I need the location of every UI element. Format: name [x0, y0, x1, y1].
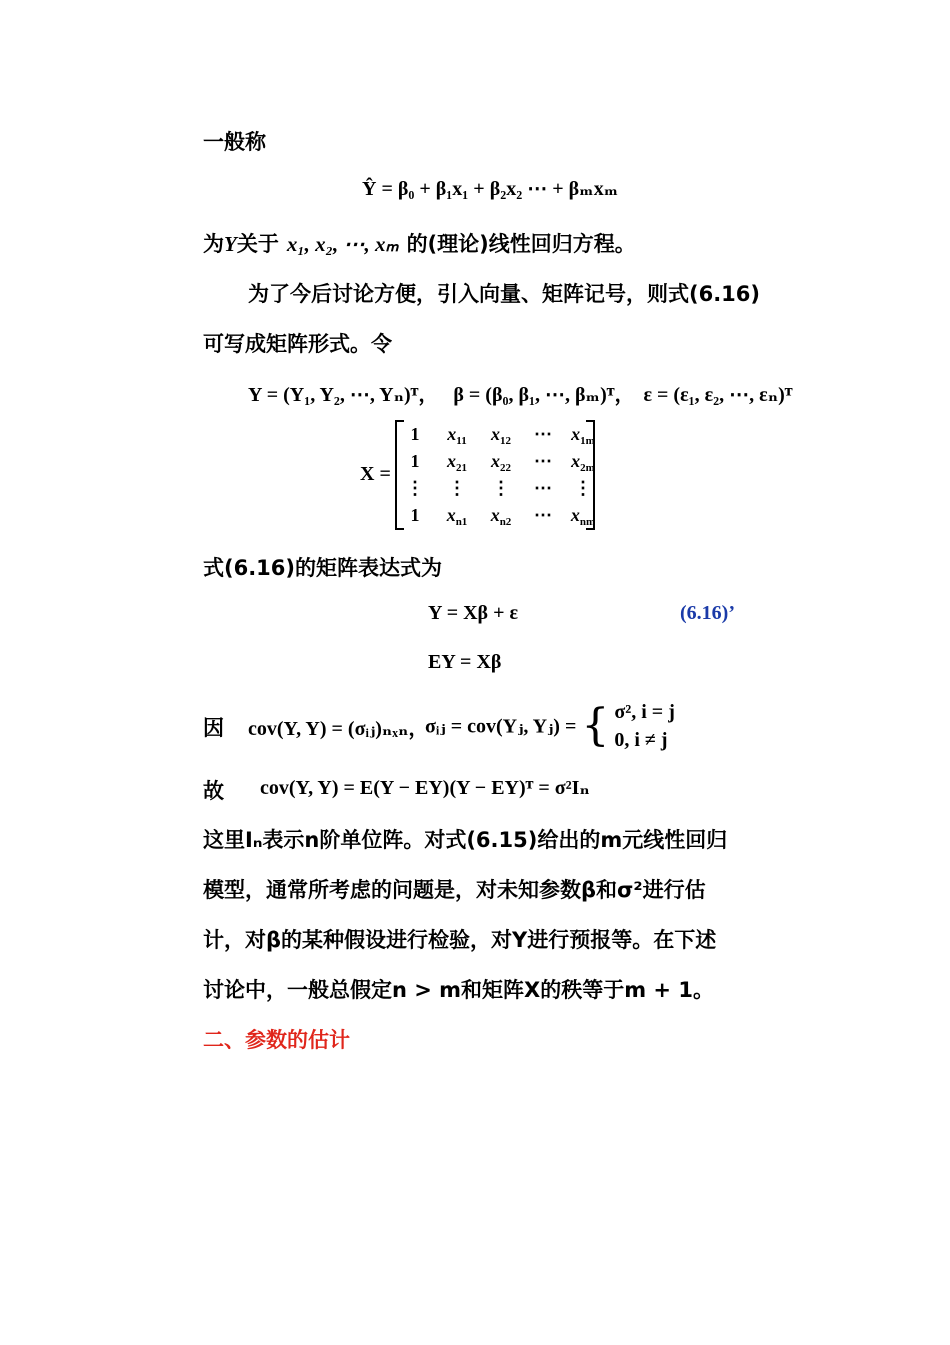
paragraph2-line4: 讨论中，一般总假定n > m和矩阵X的秩等于m + 1。	[203, 978, 714, 1002]
matrix-cell: $x_{12}$	[491, 424, 511, 447]
definition-Y: Y	[224, 232, 237, 256]
covariance-result: cov(Y, Y) = E(Y − EY)(Y − EY)ᵀ = σ²Iₙ	[260, 777, 590, 799]
matrix-cell: $x_{22}$	[491, 451, 511, 474]
matrix-grid	[395, 424, 603, 526]
text-matrix-form: 式(6.16)的矩阵表达式为	[203, 556, 443, 580]
matrix-cell: $x_{nm}$	[570, 505, 596, 528]
matrix-cell: ⋮	[492, 478, 510, 498]
covariance-definition: cov(Y, Y) = (σᵢⱼ)ₙₓₙ，	[248, 718, 429, 740]
case-equal: σ², i = j	[614, 701, 675, 723]
equation-label: (6.16)’	[680, 602, 735, 624]
matrix-cell: $x_{21}$	[447, 451, 467, 474]
sigma-definition	[425, 698, 675, 754]
sigma-lhs: σᵢⱼ = cov(Yⱼ, Yⱼ) =	[425, 715, 577, 738]
text-line-definition	[203, 228, 636, 258]
matrix-cell: $x_{n1}$	[446, 505, 468, 528]
matrix-cell: $x_{2m}$	[571, 451, 595, 474]
matrix-cell: ⋯	[534, 424, 552, 444]
section-heading: 二、参数的估计	[203, 1028, 350, 1052]
matrix-cell: ⋮	[448, 478, 466, 498]
matrix-cell: 1	[410, 451, 420, 471]
matrix-cell: ⋮	[574, 478, 592, 498]
paragraph2-line3: 计，对β的某种假设进行检验，对Y进行预报等。在下述	[203, 928, 717, 952]
matrix-cell: ⋯	[534, 505, 552, 525]
vector-beta: β = (β₀, β₁, ⋯, βₘ)ᵀ，	[453, 384, 635, 406]
matrix-cell: $x_{1m}$	[571, 424, 595, 447]
vector-Y: Y = (Y₁, Y₂, ⋯, Yₙ)ᵀ，	[248, 384, 439, 406]
matrix-lhs: X =	[360, 463, 391, 485]
text-because: 因	[203, 716, 224, 740]
matrix-cell: $x_{n2}$	[490, 505, 512, 528]
equation-regression: Ŷ = β₀ + β₁x₁ + β₂x₂ ⋯ + βₘxₘ	[362, 178, 619, 200]
paragraph1-line2: 可写成矩阵形式。令	[203, 332, 392, 356]
equation-matrix-model: Y = Xβ + ε	[428, 602, 519, 624]
matrix-cell: $x_{11}$	[447, 424, 467, 447]
definition-prefix: 为	[203, 232, 224, 256]
matrix-cell: 1	[410, 505, 420, 525]
vector-epsilon: ε = (ε₁, ε₂, ⋯, εₙ)ᵀ	[643, 384, 793, 406]
paragraph1-line1: 为了今后讨论方便，引入向量、矩阵记号，则式(6.16)	[248, 282, 761, 306]
equation-expectation: EY = Xβ	[428, 651, 502, 673]
paragraph2-line1: 这里Iₙ表示n阶单位阵。对式(6.15)给出的m元线性回归	[203, 828, 728, 852]
definition-vars: x₁, x₂, ⋯, xₘ	[286, 232, 399, 256]
definition-suffix: 的(理论)线性回归方程。	[406, 232, 636, 256]
vector-definitions	[248, 378, 792, 407]
matrix-cell: 1	[410, 424, 420, 444]
case-not-equal: 0, i ≠ j	[614, 729, 668, 751]
text-therefore: 故	[203, 779, 224, 803]
matrix-cell: ⋯	[534, 478, 552, 498]
cases-brace: {	[581, 700, 610, 751]
paragraph2-line2: 模型，通常所考虑的问题是，对未知参数β和σ²进行估	[203, 878, 706, 902]
definition-mid: 关于	[236, 232, 279, 256]
matrix-cell: ⋯	[534, 451, 552, 471]
cases-block	[614, 698, 675, 754]
design-matrix	[395, 420, 595, 530]
matrix-cell: ⋮	[406, 478, 424, 498]
text-line-intro: 一般称	[203, 130, 266, 154]
